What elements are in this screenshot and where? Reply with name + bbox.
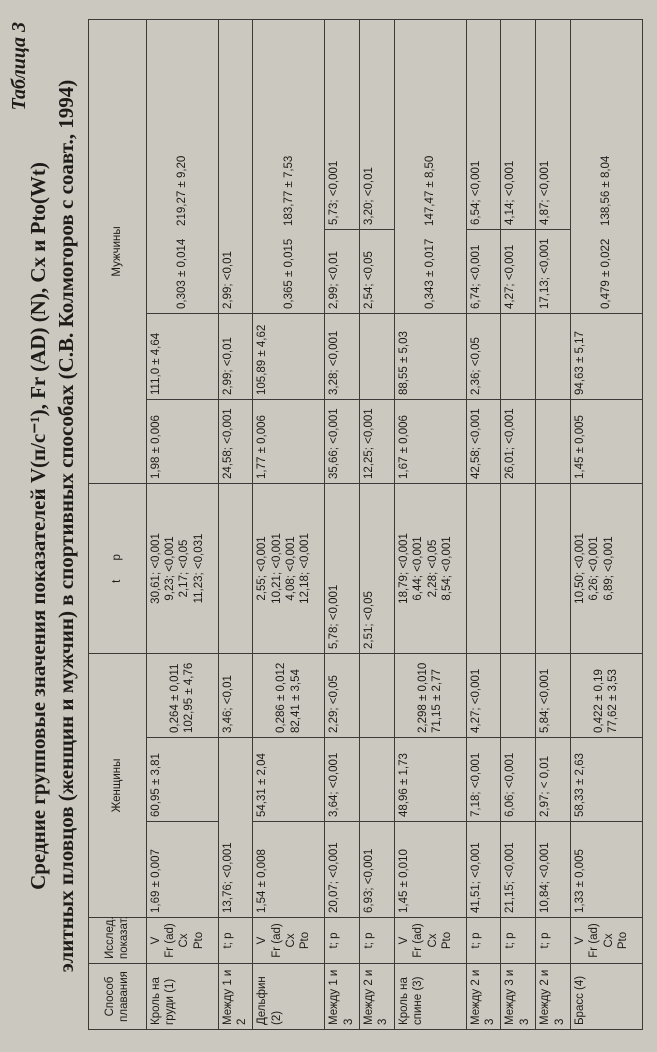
tp-value: 18,79; <0,001	[397, 533, 410, 604]
table-row	[146, 19, 218, 1029]
header-men: Мужчины	[89, 19, 147, 483]
params-cell: t; p	[218, 918, 253, 964]
tp-value: 30,61; <0,001	[149, 533, 162, 604]
style-cell: Между 2 и 3	[360, 964, 395, 1030]
style-cell: Между 2 и 3	[536, 964, 571, 1030]
value-cell: 4,27; <0,001	[466, 653, 501, 737]
value-text: 183,77 ± 7,53	[282, 155, 295, 226]
param-label: V	[149, 936, 162, 945]
table-row	[466, 19, 501, 1029]
param-label: Pto	[617, 931, 630, 950]
header-t: t	[111, 579, 124, 583]
table-row	[253, 19, 325, 1029]
value-cell: 2,51; <0,05	[360, 483, 395, 653]
tp-value: 2,55; <0,001	[256, 536, 269, 601]
value-cell	[253, 653, 325, 737]
header-women: Женщины	[89, 653, 147, 917]
style-cell: Брасс (4)	[570, 964, 642, 1030]
table-row	[325, 19, 360, 1029]
tp-cell	[394, 483, 466, 653]
value-cell: 3,64; <0,001	[325, 738, 360, 822]
value-cell	[570, 19, 642, 313]
value-cell: 20,07; <0,001	[325, 822, 360, 918]
tp-value: 10,50; <0,001	[573, 533, 586, 604]
value-cell: 2,36; <0,05	[466, 313, 501, 399]
param-label: Fr (ad)	[588, 923, 601, 958]
param-label: V	[573, 936, 586, 945]
value-cell: 3,46; <0,01	[218, 653, 253, 737]
table-row	[570, 19, 642, 1029]
value-text: 0,343 ± 0,017	[424, 238, 437, 309]
header-row	[89, 19, 147, 1029]
header-p: p	[111, 554, 124, 561]
value-cell: 1,98 ± 0,006	[146, 399, 218, 483]
value-text: 2,298 ± 0,010	[416, 662, 429, 733]
tp-value: 10,21; <0,001	[270, 533, 283, 604]
value-cell: 2,99; <0,01	[218, 313, 253, 399]
params-cell	[146, 918, 218, 964]
value-cell: 41,51; <0,001	[466, 822, 501, 918]
value-cell: 35,66; <0,001	[325, 399, 360, 483]
value-cell: 4,87; <0,001	[536, 19, 571, 229]
value-cell: 5,78; <0,001	[325, 483, 360, 653]
params-cell	[394, 918, 466, 964]
value-cell: 7,18; <0,001	[466, 738, 501, 822]
table-row	[394, 19, 466, 1029]
style-cell: Между 1 и 2	[218, 964, 253, 1030]
value-cell: 1,45 ± 0,010	[394, 822, 466, 918]
value-text: 219,27 ± 9,20	[175, 155, 188, 226]
style-cell: Кроль на груди (1)	[146, 964, 218, 1030]
value-cell: 94,63 ± 5,17	[570, 313, 642, 399]
tp-cell	[570, 483, 642, 653]
table-title-line-2: элитных пловцов (женщин и мужчин) в спортивных способах (С.В. Колмогоров с соавт., 1994)	[54, 79, 78, 973]
tp-value: 6,44; <0,001	[412, 536, 425, 601]
header-params: Исслед. показат.	[89, 918, 147, 964]
value-cell	[394, 19, 466, 313]
value-cell: 1,54 ± 0,008	[253, 822, 325, 918]
tp-cell	[253, 483, 325, 653]
params-cell: t; p	[536, 918, 571, 964]
table-row	[360, 19, 395, 1029]
value-cell: 58,33 ± 2,63	[570, 738, 642, 822]
param-label: V	[256, 936, 269, 945]
value-cell: 2,99; <0,01	[218, 19, 253, 313]
value-text: 0,365 ± 0,015	[282, 238, 295, 309]
params-cell: t; p	[360, 918, 395, 964]
tp-value: 12,18; <0,001	[299, 533, 312, 604]
value-cell: 1,77 ± 0,006	[253, 399, 325, 483]
tp-value: 8,54; <0,001	[440, 536, 453, 601]
value-text: 0,264 ± 0,011	[168, 663, 181, 733]
value-text: 0,422 ± 0,19	[593, 669, 606, 733]
value-text: 71,15 ± 2,77	[431, 669, 444, 733]
param-label: Pto	[192, 931, 205, 950]
value-text: 102,95 ± 4,76	[183, 662, 196, 733]
style-cell: Кроль на спине (3)	[394, 964, 466, 1030]
value-cell: 26,01; <0,001	[501, 399, 536, 483]
param-label: Fr (ad)	[412, 923, 425, 958]
value-cell	[394, 653, 466, 737]
value-cell	[570, 653, 642, 737]
table-row	[536, 19, 571, 1029]
style-cell: Дельфин (2)	[253, 964, 325, 1030]
value-cell: 2,29; <0,05	[325, 653, 360, 737]
value-text: 0,286 ± 0,012	[275, 662, 288, 733]
tp-value: 11,23; <0,031	[192, 533, 205, 604]
params-cell	[570, 918, 642, 964]
value-cell: 2,54; <0,05	[360, 229, 395, 313]
value-cell: 60,95 ± 3,81	[146, 738, 218, 822]
tp-value: 9,23; <0,001	[163, 536, 176, 601]
table-row	[218, 19, 253, 1029]
value-cell: 1,33 ± 0,005	[570, 822, 642, 918]
data-table	[88, 19, 643, 1030]
value-cell: 6,74; <0,001	[466, 229, 501, 313]
value-cell: 5,84; <0,001	[536, 653, 571, 737]
value-cell: 5,73; <0,001	[325, 19, 360, 229]
param-label: Pto	[299, 931, 312, 950]
param-label: Cx	[602, 933, 615, 948]
value-cell	[253, 19, 325, 313]
tp-value: 2,28; <0,05	[426, 539, 439, 598]
param-label: Cx	[426, 933, 439, 948]
table-title-line-1: Средние групповые значения показателей V(п/с⁻¹), Fr (AD) (N), Cx и Pto(Wt)	[26, 162, 50, 890]
tp-value: 2,17; <0,05	[178, 539, 191, 598]
value-text: 147,47 ± 8,50	[424, 155, 437, 226]
value-cell: 2,97; < 0,01	[536, 738, 571, 822]
param-label: V	[397, 936, 410, 945]
value-text: 82,41 ± 3,54	[289, 669, 302, 733]
value-cell: 13,76; <0,001	[218, 738, 253, 918]
table-number: Таблица 3	[8, 22, 30, 111]
value-text: 138,56 ± 8,04	[600, 155, 613, 226]
param-label: Fr (ad)	[270, 923, 283, 958]
value-cell: 21,15; <0,001	[501, 822, 536, 918]
value-cell: 3,20; <0,01	[360, 19, 395, 229]
value-cell: 1,67 ± 0,006	[394, 399, 466, 483]
value-cell: 111,0 ± 4,64	[146, 313, 218, 399]
value-cell: 2,99; <0,01	[325, 229, 360, 313]
value-text: 77,62 ± 3,53	[607, 669, 620, 733]
value-cell: 4,14; <0,001	[501, 19, 536, 229]
value-cell: 17,13; <0,001	[536, 229, 571, 313]
value-cell: 6,54; <0,001	[466, 19, 501, 229]
value-cell	[146, 19, 218, 313]
params-cell	[253, 918, 325, 964]
style-cell: Между 1 и 3	[325, 964, 360, 1030]
value-cell: 3,28; <0,001	[325, 313, 360, 399]
value-cell: 48,96 ± 1,73	[394, 738, 466, 822]
value-cell: 1,45 ± 0,005	[570, 399, 642, 483]
value-cell: 42,58; <0,001	[466, 399, 501, 483]
param-label: Fr (ad)	[163, 923, 176, 958]
value-text: 0,303 ± 0,014	[175, 238, 188, 309]
value-cell: 10,84; <0,001	[536, 822, 571, 918]
value-cell: 4,27; <0,001	[501, 229, 536, 313]
value-text: 0,479 ± 0,022	[600, 238, 613, 309]
value-cell	[146, 653, 218, 737]
style-cell: Между 2 и 3	[466, 964, 501, 1030]
value-cell: 12,25; <0,001	[360, 399, 395, 483]
tp-value: 6,89; <0,001	[602, 536, 615, 601]
value-cell: 24,58; <0,001	[218, 399, 253, 483]
value-cell: 105,89 ± 4,62	[253, 313, 325, 399]
value-cell: 6,93; <0,001	[360, 822, 395, 918]
value-cell: 88,55 ± 5,03	[394, 313, 466, 399]
value-cell: 1,69 ± 0,007	[146, 822, 218, 918]
param-label: Cx	[178, 933, 191, 948]
param-label: Cx	[285, 933, 298, 948]
table-row	[501, 19, 536, 1029]
value-cell: 6,06; <0,001	[501, 738, 536, 822]
param-label: Pto	[440, 931, 453, 950]
header-style: Способ плавания	[89, 964, 147, 1030]
params-cell: t; p	[501, 918, 536, 964]
tp-value: 6,26; <0,001	[588, 536, 601, 601]
value-cell: 54,31 ± 2,04	[253, 738, 325, 822]
style-cell: Между 3 и 3	[501, 964, 536, 1030]
tp-cell	[146, 483, 218, 653]
tp-value: 4,08; <0,001	[285, 536, 298, 601]
params-cell: t; p	[325, 918, 360, 964]
params-cell: t; p	[466, 918, 501, 964]
